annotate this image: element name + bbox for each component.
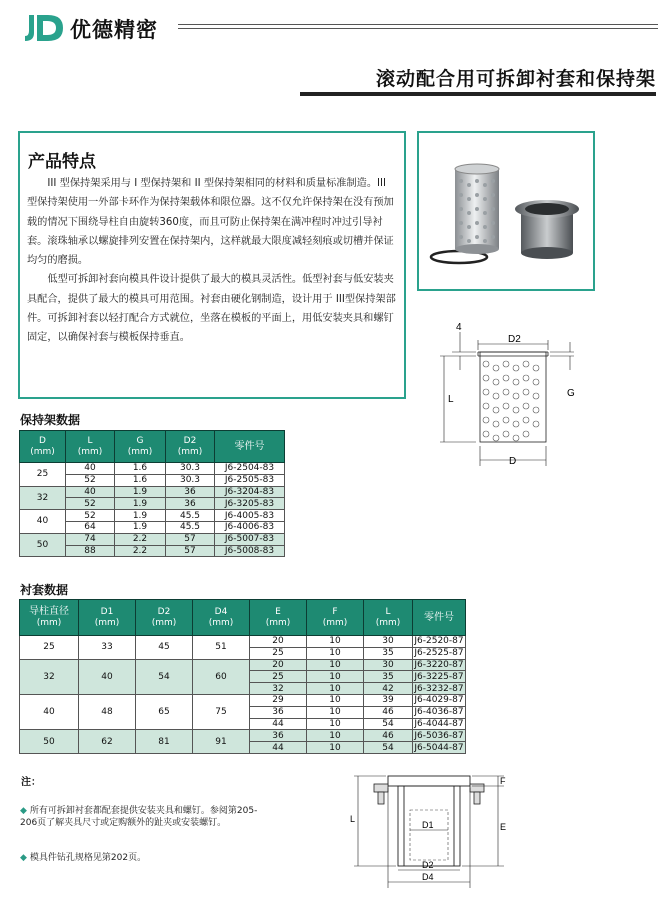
col-header: D2 (mm) (136, 600, 193, 636)
table-row: 52 1.9 36 J6-3205-83 (20, 498, 285, 510)
col-header: D1 (mm) (79, 600, 136, 636)
col-header: 零件号 (413, 600, 466, 636)
header-rule (178, 28, 658, 29)
dim-label-d2: D2 (508, 334, 521, 345)
table-row: 50 62 81 91 36 10 46 J6-5036-87 (20, 730, 466, 742)
table-row: 44 10 54 J6-5044-87 (20, 742, 466, 754)
table-row: 40 48 65 75 29 10 39 J6-4029-87 (20, 694, 466, 706)
features-body (27, 174, 399, 348)
cage-data-table (19, 430, 285, 557)
col-header: E (mm) (250, 600, 307, 636)
dim-label-l: L (448, 394, 454, 405)
dim-label-d4: D4 (422, 872, 434, 882)
product-photo-image (419, 133, 593, 289)
product-photo-frame (417, 131, 595, 291)
table-row: 25 33 45 51 20 10 30 J6-2520-87 (20, 636, 466, 648)
col-header: G (mm) (115, 431, 166, 463)
table-row: 88 2.2 57 J6-5008-83 (20, 545, 285, 557)
table-row: 64 1.9 45.5 J6-4006-83 (20, 521, 285, 533)
table-row: 32 40 1.9 36 J6-3204-83 (20, 486, 285, 498)
dim-label-e: E (500, 822, 507, 832)
col-header: 零件号 (215, 431, 285, 463)
dim-label-l: L (350, 814, 356, 824)
col-header: L (mm) (364, 600, 413, 636)
header-rule (178, 24, 658, 25)
table-row: 32 40 54 60 20 10 30 J6-3220-87 (20, 659, 466, 671)
dim-label-d: D (509, 456, 517, 467)
diamond-bullet-icon: ◆ (20, 853, 27, 863)
table-row: 40 52 1.9 45.5 J6-4005-83 (20, 510, 285, 522)
features-title: 产品特点 (28, 152, 96, 172)
table-row: 32 10 42 J6-3232-87 (20, 683, 466, 695)
title-underline (300, 92, 656, 96)
cage-table-title: 保持架数据 (20, 413, 81, 427)
dim-label-f: F (500, 776, 506, 786)
dim-label-d2: D2 (422, 860, 434, 870)
table-row: 52 1.6 30.3 J6-2505-83 (20, 474, 285, 486)
dim-label-g: G (567, 388, 575, 399)
col-header: D4 (mm) (193, 600, 250, 636)
features-paragraph: 低型可拆卸衬套向模具件设计提供了最大的模具灵活性。低型衬套与低安装夹具配合，提供了最大的模具可用范围。衬套由硬化钢制造，设计用于 III型保持架部件。可拆卸衬套以轻打配合方式就位，坐落在模板的平面上，用低安装夹具和螺钉固定，以确保衬套与模板保持垂直。 (27, 274, 396, 344)
brand-logo-icon (22, 13, 66, 43)
col-header: D (mm) (20, 431, 66, 463)
bush-table-title: 衬套数据 (20, 583, 69, 597)
note-item: ◆ 所有可拆卸衬套都配套提供安装夹具和螺钉。参阅第205-206页了解夹具尺寸或定购额外的趾夹或安装螺钉。 (20, 806, 258, 828)
col-header: F (mm) (307, 600, 364, 636)
col-header: L (mm) (66, 431, 115, 463)
notes-title: 注： (21, 777, 41, 788)
note-item: ◆ 模具件钻孔规格见第202页。 (20, 853, 147, 863)
col-header: 导柱直径 (mm) (20, 600, 79, 636)
col-header: D2 (mm) (166, 431, 215, 463)
table-row: 25 10 35 J6-2525-87 (20, 647, 466, 659)
dim-label-d1: D1 (422, 820, 434, 830)
brand-name: 优德精密 (70, 18, 158, 42)
bushing-section-diagram (348, 770, 508, 895)
cage-dimension-diagram (422, 318, 582, 478)
page-title: 滚动配合用可拆卸衬套和保持架 (375, 68, 656, 90)
table-header-row (20, 600, 466, 636)
table-row: 36 10 46 J6-4036-87 (20, 706, 466, 718)
table-row: 44 10 54 J6-4044-87 (20, 718, 466, 730)
table-row: 25 10 35 J6-3225-87 (20, 671, 466, 683)
diamond-bullet-icon: ◆ (20, 806, 27, 816)
dim-label-4: 4 (456, 322, 462, 333)
table-row: 25 40 1.6 30.3 J6-2504-83 (20, 463, 285, 475)
features-paragraph: III 型保持架采用与 I 型保持架和 II 型保持架相同的材料和质量标准制造。III 型保持架使用一外部卡环作为保持架载体和限位器。这不仅允许保持架在没有预加载的情况下围绕导柱自由旋转360度，而且可防止保持架在满冲程时冲过引导衬套。滚珠轴承以螺旋排列安置在保持架内，这样就最大限度减轻刻痕或切槽并保证均匀的磨损。 (27, 178, 394, 267)
table-header-row (20, 431, 285, 463)
bush-data-table (19, 599, 466, 754)
table-row: 50 74 2.2 57 J6-5007-83 (20, 533, 285, 545)
